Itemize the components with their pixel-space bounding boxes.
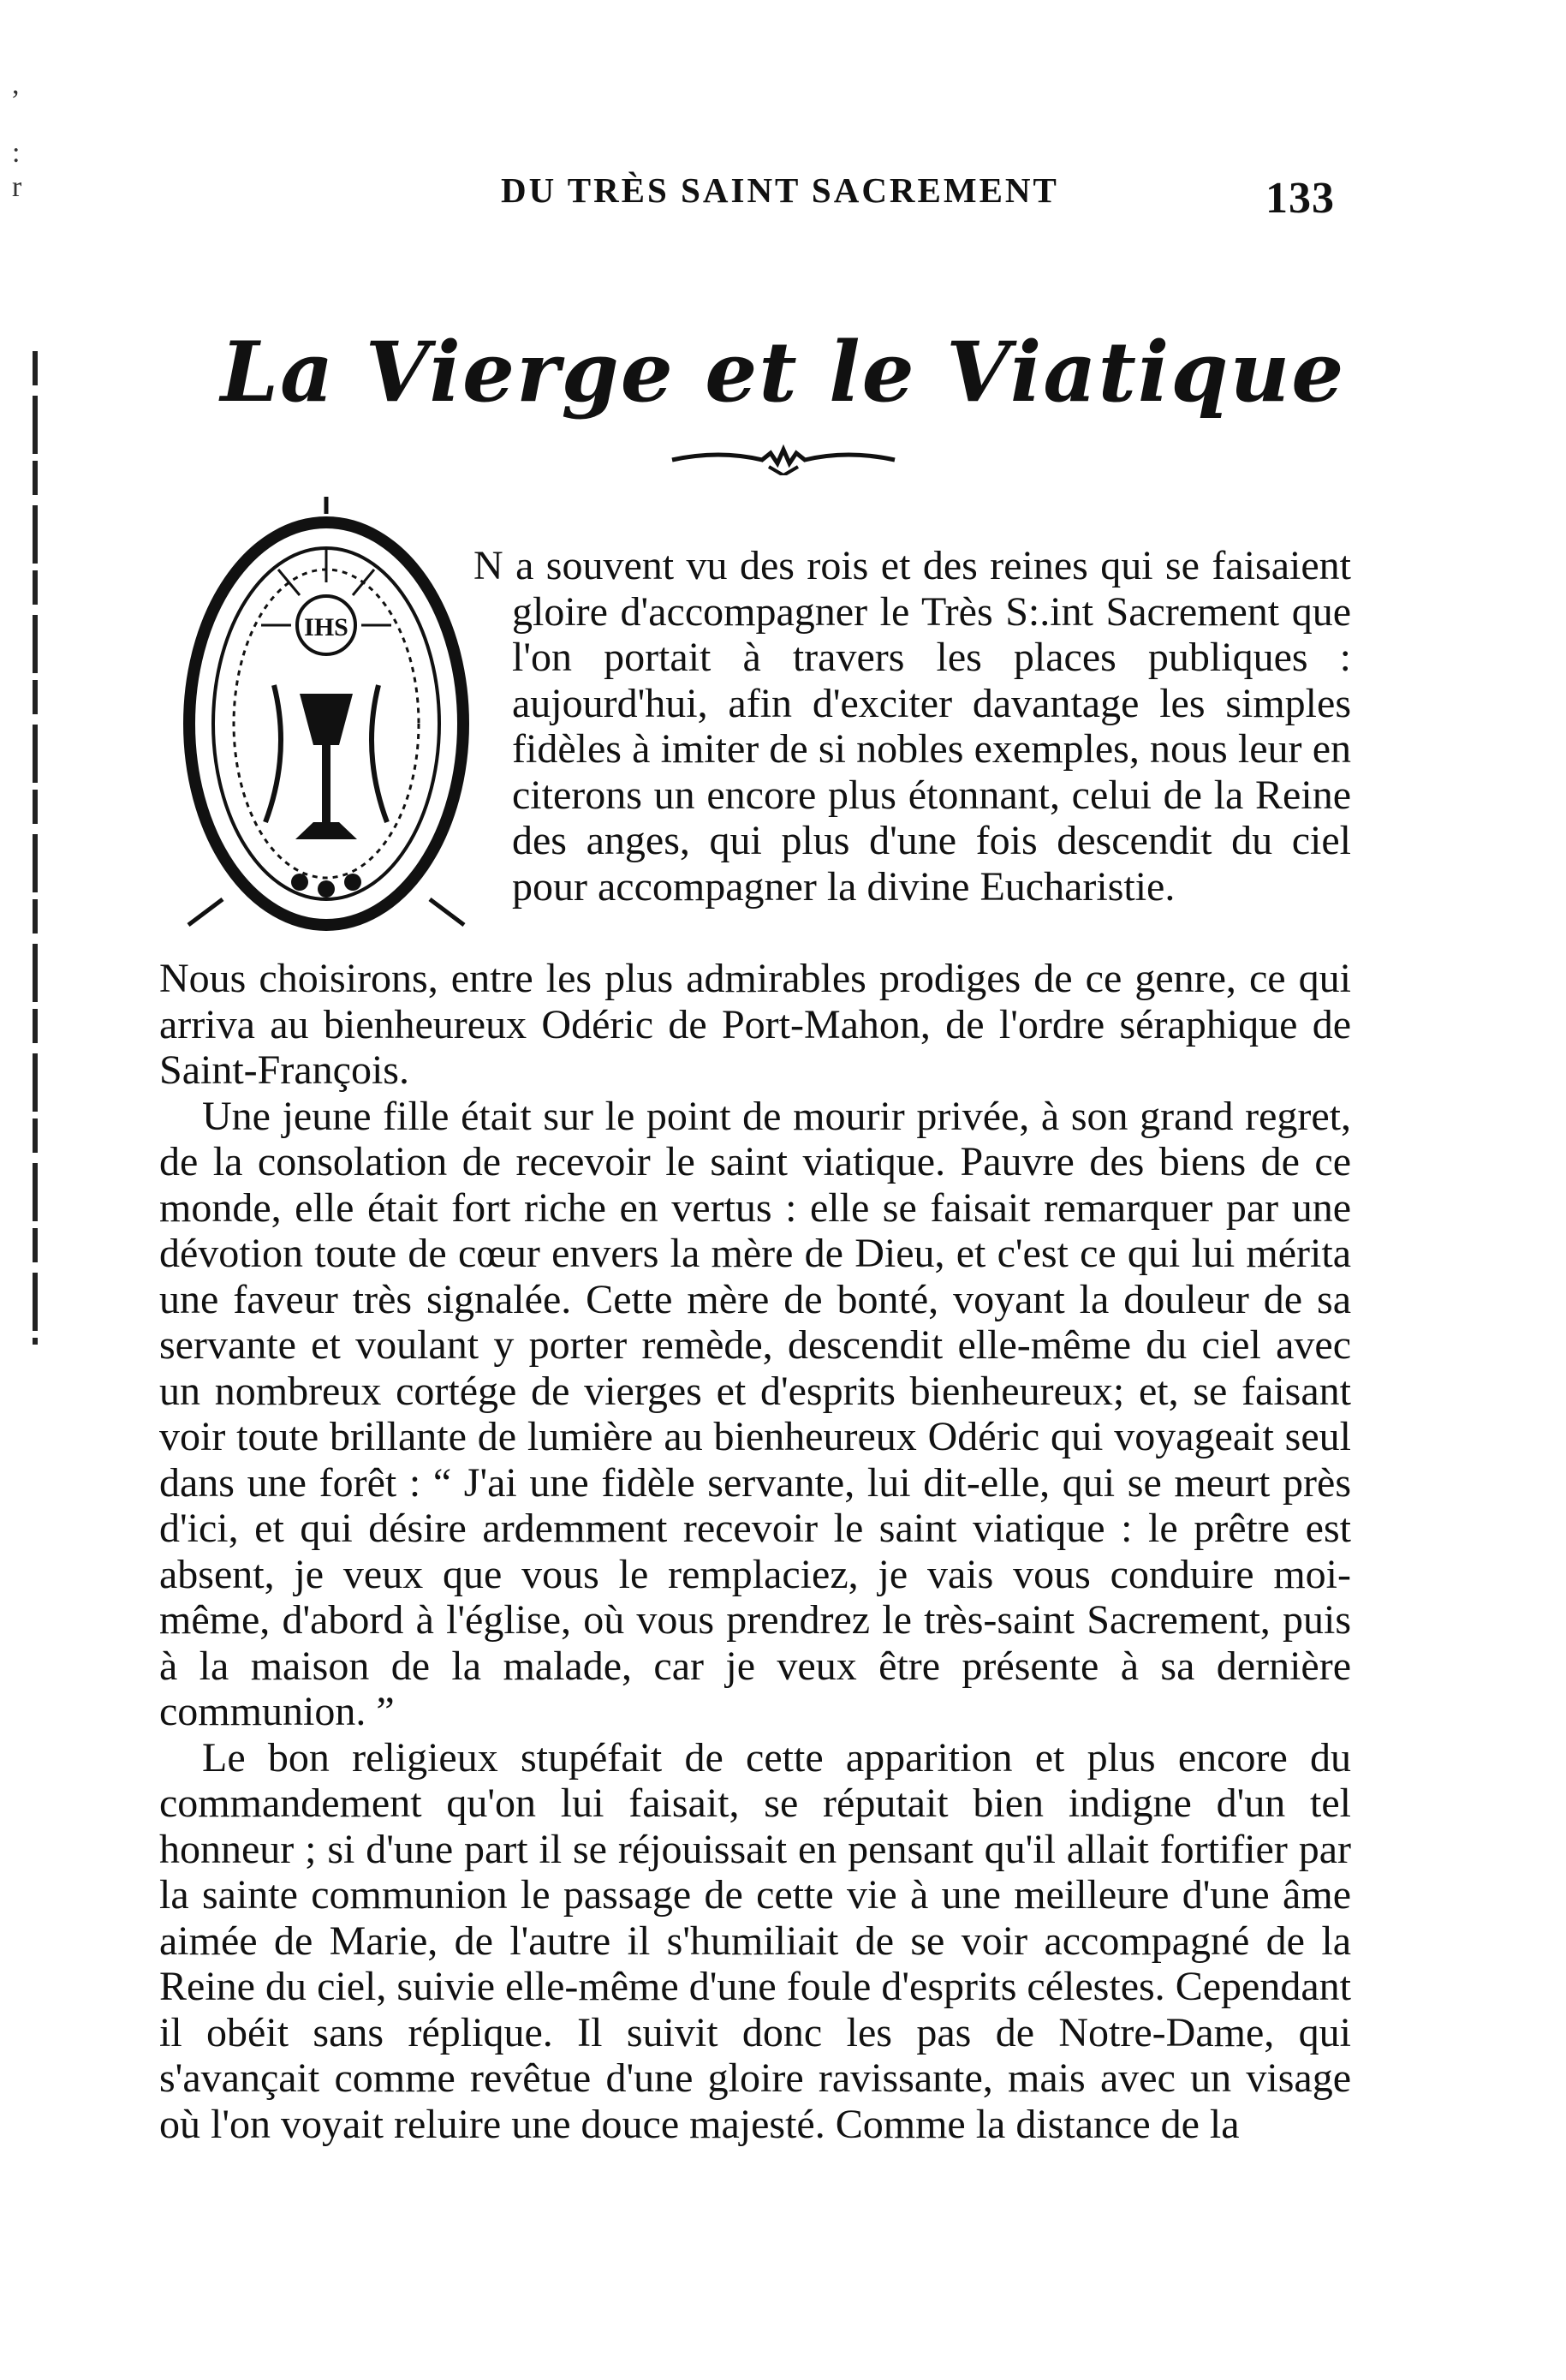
lead-text: N a souvent vu des rois et des reines qui se faisaient gloire d'accompagner le Très S:.int Sacrement que l'on portait à travers les places publiques : aujourd'hui, afin d'exciter davantage les simples fidèles à imiter de si nobles exemples, nous leur en citerons un encore plus étonnant, celui de la Reine des anges, qui plus d'une fois descendit du ciel pour accompagner la divine Eucharistie. xyxy=(473,543,1351,910)
drop-cap-illustration xyxy=(171,497,481,951)
scan-edge-mark: r xyxy=(12,171,22,203)
scan-edge-mark: , xyxy=(12,69,20,100)
drop-cap-ornament xyxy=(171,497,481,951)
scan-edge-line xyxy=(33,351,38,1345)
running-title: DU TRÈS SAINT SACREMENT xyxy=(501,170,1059,210)
lead-paragraph xyxy=(473,543,1351,910)
body-paragraph: Une jeune fille était sur le point de mourir privée, à son grand regret, de la consolation de recevoir le saint viatique. Pauvre des biens de ce monde, elle était fort riche en vertus : elle se faisait remarquer par une dévotion toute de cœur envers la mère de Dieu, et c'est ce qui lui mérita une faveur très signalée. Cette mère de bonté, voyant la douleur de sa servante et voulant y porter remède, descendit elle-même du ciel avec un nombreux cortége de vierges et d'esprits bienheureux; et, se faisant voir toute brillante de lumière au bienheureux Odéric qui voyageait seul dans une forêt : “ J'ai une fidèle servante, lui dit-elle, qui se meurt près d'ici, et qui désire ardemment recevoir le saint viatique : le prêtre est absent, je veux que vous le remplaciez, je vais vous conduire moi-même, d'abord à l'église, où vous prendrez le très-saint Sacrement, puis à la maison de la malade, car je veux être présente à sa dernière communion. ” xyxy=(159,1093,1351,1734)
scan-edge-mark: : xyxy=(12,137,21,169)
svg-text:IHS: IHS xyxy=(304,613,348,641)
body-text xyxy=(159,956,1351,2147)
page-number: 133 xyxy=(1265,174,1335,223)
title-ornament xyxy=(668,441,899,475)
chapter-title: La Vierge et le Viatique xyxy=(220,324,1346,421)
body-paragraph: Le bon religieux stupéfait de cette apparition et plus encore du commandement qu'on lui faisait, se réputait bien indigne d'un tel honneur ; si d'une part il se réjouissait en pensant qu'il allait fortifier par la sainte communion le passage de cette vie à une meilleure d'une âme aimée de Marie, de l'autre il s'humiliait de se voir accompagné de la Reine du ciel, suivie elle-même d'une foule d'esprits célestes. Cependant il obéit sans réplique. Il suivit donc les pas de Notre-Dame, qui s'avançait comme revêtue d'une gloire ravissante, mais avec un visage où l'on voyait reluire une douce majesté. Comme la distance de la xyxy=(159,1734,1351,2147)
continuation-paragraph: Nous choisirons, entre les plus admirables prodiges de ce genre, ce qui arriva au bienheureux Odéric de Port-Mahon, de l'ordre séraphique de Saint-François. xyxy=(159,956,1351,1093)
